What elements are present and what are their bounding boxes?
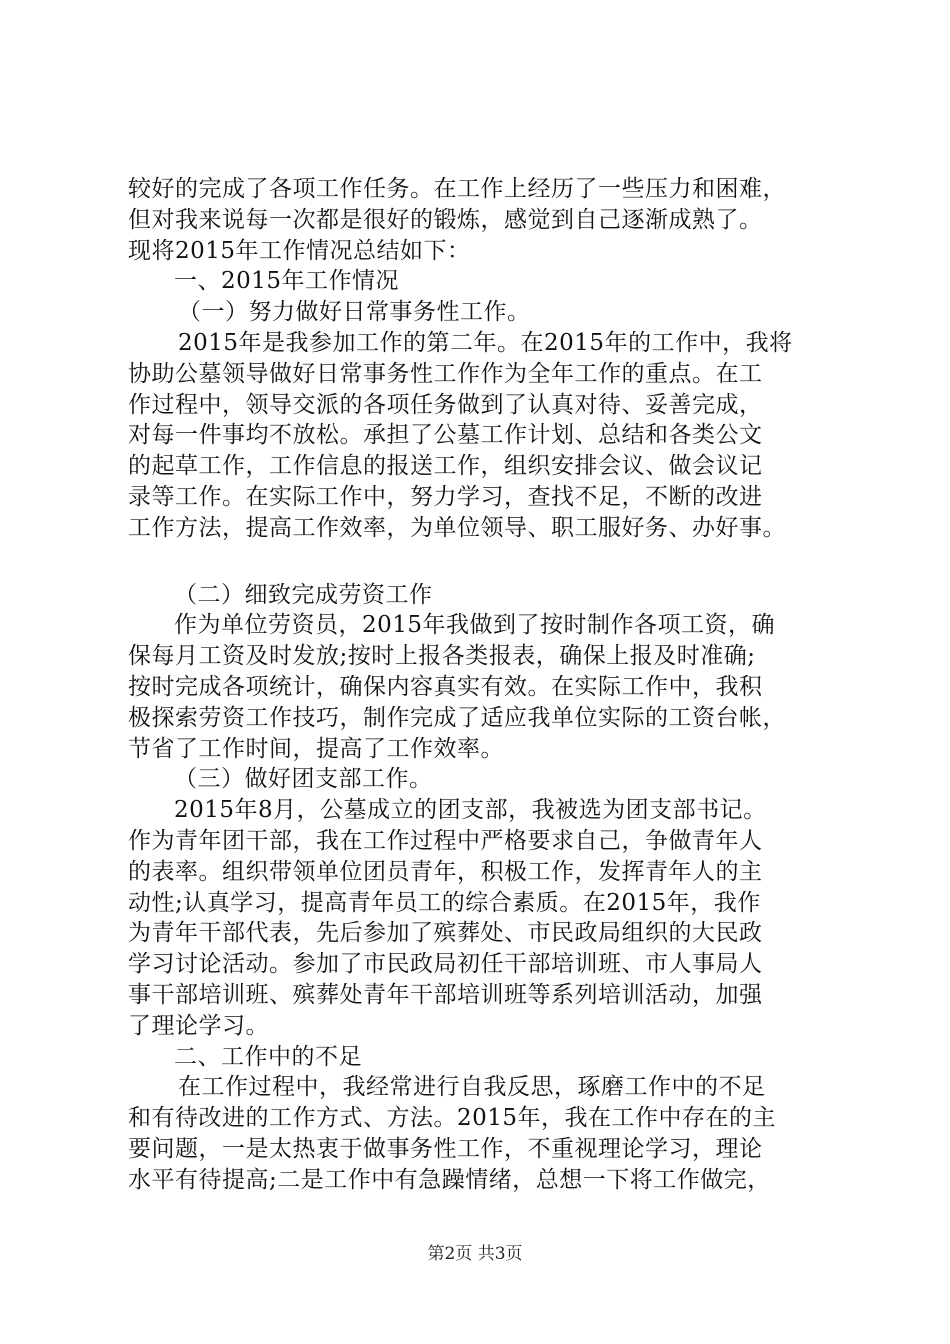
text-line: 了理论学习。 xyxy=(128,1012,269,1039)
text-line: 现将2015年工作情况总结如下： xyxy=(128,237,471,264)
section-heading: 一、2015年工作情况 xyxy=(174,268,400,295)
text-line: 水平有待提高;二是工作中有急躁情绪，总想一下将工作做完， xyxy=(128,1166,771,1193)
text-line: 为青年干部代表，先后参加了殡葬处、市民政局组织的大民政 xyxy=(128,920,763,947)
text-line: 保每月工资及时发放;按时上报各类报表，确保上报及时准确; xyxy=(128,643,756,670)
text-line: 但对我来说每一次都是很好的锻炼，感觉到自己逐渐成熟了。 xyxy=(128,206,763,233)
text-line: 录等工作。在实际工作中，努力学习，查找不足，不断的改进 xyxy=(128,483,763,510)
paragraph-gap xyxy=(128,544,850,580)
text-line: 作为青年团干部，我在工作过程中严格要求自己，争做青年人 xyxy=(128,827,763,854)
page-footer: 第2页 共3页 xyxy=(427,1244,523,1264)
subsection-heading: （三）做好团支部工作。 xyxy=(174,766,433,793)
text-line: 工作方法，提高工作效率，为单位领导、职工服好务、办好事。 xyxy=(128,514,786,541)
text-line: 2015年是我参加工作的第二年。在2015年的工作中，我将 xyxy=(178,329,793,356)
text-line: 极探索劳资工作技巧，制作完成了适应我单位实际的工资台帐， xyxy=(128,704,786,731)
text-line: 的起草工作，工作信息的报送工作，组织安排会议、做会议记 xyxy=(128,453,763,480)
text-line: 和有待改进的工作方式、方法。2015年，我在工作中存在的主 xyxy=(128,1105,777,1132)
text-line: 事干部培训班、殡葬处青年干部培训班等系列培训活动，加强 xyxy=(128,981,763,1008)
text-line: 协助公墓领导做好日常事务性工作作为全年工作的重点。在工 xyxy=(128,360,763,387)
text-line: 作过程中，领导交派的各项任务做到了认真对待、妥善完成， xyxy=(128,391,763,418)
subsection-heading: （一）努力做好日常事务性工作。 xyxy=(178,299,531,326)
document-body xyxy=(128,174,850,1196)
text-line: 较好的完成了各项工作任务。在工作上经历了一些压力和困难， xyxy=(128,176,786,202)
text-line: 动性;认真学习，提高青年员工的综合素质。在2015年，我作 xyxy=(128,889,761,916)
section-heading: 二、工作中的不足 xyxy=(174,1043,362,1070)
text-line: 作为单位劳资员，2015年我做到了按时制作各项工资，确 xyxy=(174,612,776,639)
subsection-heading: （二）细致完成劳资工作 xyxy=(174,581,433,608)
text-line: 2015年8月，公墓成立的团支部，我被选为团支部书记。 xyxy=(174,797,767,824)
text-line: 学习讨论活动。参加了市民政局初任干部培训班、市人事局人 xyxy=(128,951,763,978)
text-line: 节省了工作时间，提高了工作效率。 xyxy=(128,735,504,762)
text-line: 按时完成各项统计，确保内容真实有效。在实际工作中，我积 xyxy=(128,673,763,700)
text-line: 对每一件事均不放松。承担了公墓工作计划、总结和各类公文 xyxy=(128,422,763,449)
text-line: 的表率。组织带领单位团员青年，积极工作，发挥青年人的主 xyxy=(128,858,763,885)
text-line: 要问题，一是太热衷于做事务性工作，不重视理论学习，理论 xyxy=(128,1135,763,1162)
text-line: 在工作过程中，我经常进行自我反思，琢磨工作中的不足 xyxy=(178,1074,766,1101)
